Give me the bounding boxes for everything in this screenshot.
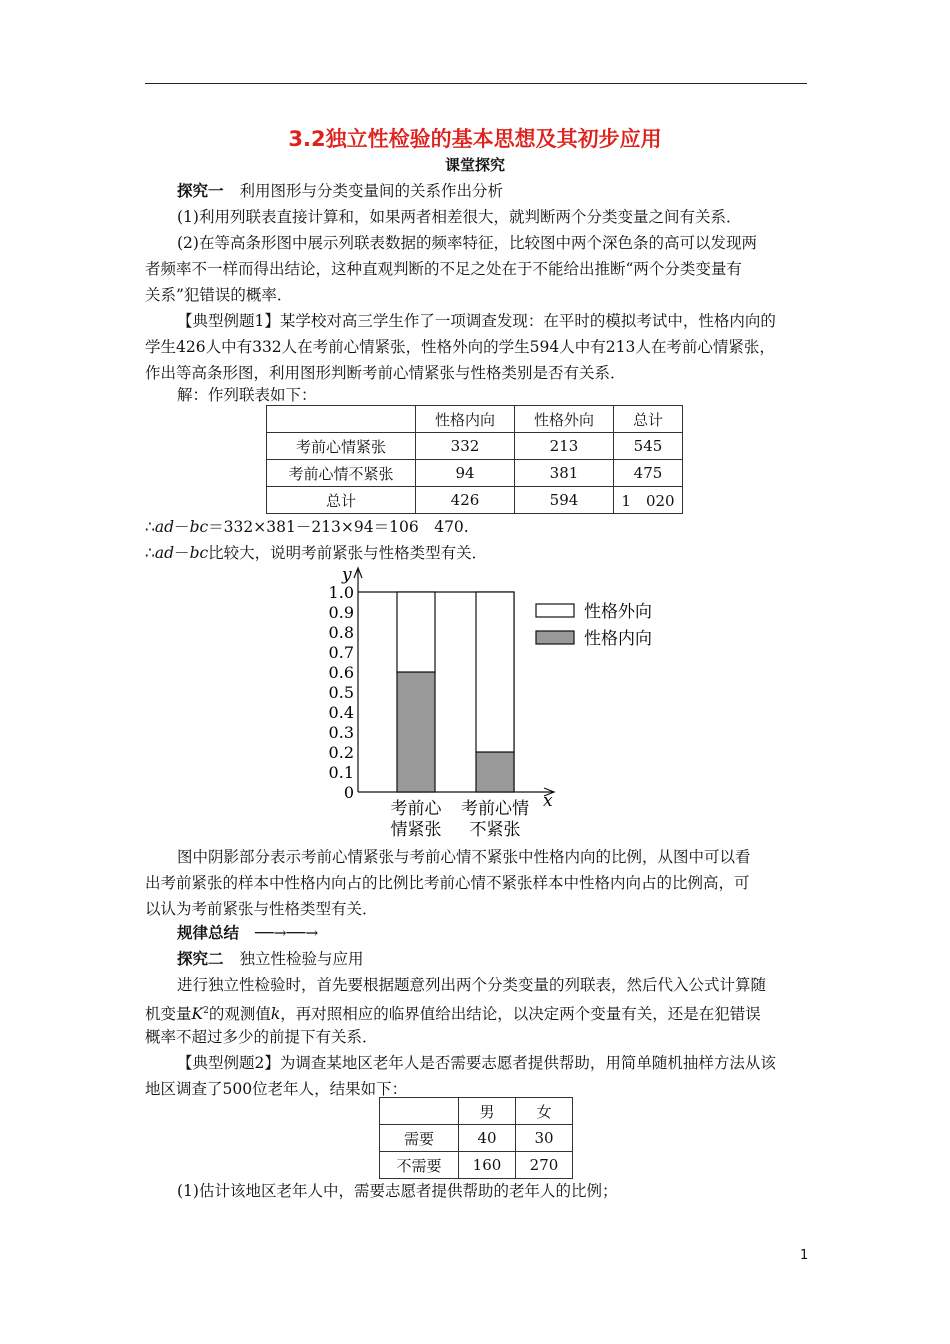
y-tick-label: 0.5 [328,683,354,702]
header-rule [145,83,807,84]
y-tick-label: 1.0 [328,583,354,602]
table-row [267,487,683,514]
x-axis-label: x [543,791,553,811]
y-tick-label: 0.6 [328,663,354,682]
x-tick-label: 不紧张 [469,820,521,840]
table-header-row [380,1098,573,1125]
section1-p2-line1: (2)在等高条形图中展示列联表数据的频率特征，比较图中两个深色条的高可以发现两 [177,234,757,252]
legend-swatch [536,604,574,617]
table-cell: 94 [416,460,515,487]
table-cell: 不需要 [380,1152,459,1179]
page-title: 3.2独立性检验的基本思想及其初步应用 [288,127,662,151]
var-bc: bc [189,544,209,562]
table-cell: 594 [515,487,614,514]
table-cell: 男 [459,1098,516,1125]
table-cell: 213 [515,433,614,460]
calc-result: ＝332×381－213×94＝106 470. [208,518,469,536]
section1-p2-line3: 关系”犯错误的概率． [145,286,293,304]
table-cell: 381 [515,460,614,487]
section1-p1: (1)利用列联表直接计算和，如果两者相差很大，就判断两个分类变量之间有关系． [177,208,742,226]
legend-label: 性格内向 [584,629,652,649]
table-cell: 总计 [267,487,416,514]
y-tick-label: 0.7 [328,643,354,662]
bar-segment [476,752,514,792]
y-tick-label: 0.4 [328,703,354,722]
calc-line [145,516,469,538]
summary-arrows: ──→──→ [255,924,319,942]
section2-p1-line1: 进行独立性检验时，首先要根据题意列出两个分类变量的列联表，然后代入公式计算随 [177,976,767,994]
table-cell: 475 [614,460,683,487]
legend-label: 性格外向 [584,602,652,622]
example2-line2: 地区调查了500位老年人，结果如下： [145,1080,408,1098]
y-tick-label: 0 [343,783,354,802]
table-row [267,433,683,460]
y-tick-label: 0.1 [328,763,354,782]
table-cell: 40 [459,1125,516,1152]
section2-p1-line2 [145,1000,761,1025]
table-row [267,460,683,487]
summary-label: 规律总结 [177,924,240,942]
section2-heading-text: 独立性检验与应用 [239,950,364,968]
var-ad: ad [154,518,175,536]
section1-p2-line2: 者频率不一样而得出结论，这种直观判断的不足之处在于不能给出推断“两个分类变量有 [145,260,742,278]
y-axis-label: y [342,565,352,585]
bar-segment [476,592,514,752]
section2-label: 探究二 [177,950,224,968]
bar-segment [397,592,435,672]
section1-label: 探究一 [177,182,224,200]
therefore-symbol: ∴ [145,518,155,536]
minus-sign: － [174,544,190,562]
legend-swatch [536,631,574,644]
text-fragment: 的观测值 [208,1005,271,1024]
text-fragment: 机变量 [145,1005,192,1024]
table-cell: 考前心情不紧张 [267,460,416,487]
x-tick-label: 考前心情 [461,799,529,819]
table-cell: 30 [516,1125,573,1152]
explain-line3: 以认为考前紧张与性格类型有关． [145,900,378,918]
bar-segment [397,672,435,792]
explain-line2: 出考前紧张的样本中性格内向占的比例比考前心情不紧张样本中性格内向占的比例高，可 [145,874,750,892]
superscript: 2 [203,1006,209,1016]
example2-q1: (1)估计该地区老年人中，需要志愿者提供帮助的老年人的比例； [177,1182,618,1200]
example1-line1: 【典型例题1】某学校对高三学生作了一项调查发现：在平时的模拟考试中，性格内向的 [177,312,776,330]
y-tick-label: 0.8 [328,623,354,642]
summary-heading [177,922,318,944]
section1-heading-text: 利用图形与分类变量间的关系作出分析 [239,182,504,200]
table-cell [380,1098,459,1125]
table-cell: 1 020 [614,487,683,514]
table-cell: 考前心情紧张 [267,433,416,460]
table-row [380,1152,573,1179]
table-cell: 270 [516,1152,573,1179]
x-tick-label: 情紧张 [390,820,442,840]
table-cell: 性格外向 [515,406,614,433]
var-bc: bc [189,518,209,536]
table-cell: 332 [416,433,515,460]
text-fragment: ，再对照相应的临界值给出结论，以决定两个变量有关，还是在犯错误 [280,1005,761,1024]
table-cell: 总计 [614,406,683,433]
explain-line1: 图中阴影部分表示考前心情紧张与考前心情不紧张中性格内向的比例，从图中可以看 [177,848,751,866]
table-header-row [267,406,683,433]
example2-line1: 【典型例题2】为调查某地区老年人是否需要志愿者提供帮助，用简单随机抽样方法从该 [177,1054,776,1072]
var-k: k [270,1005,281,1024]
section2-p1-line3: 概率不超过多少的前提下有关系． [145,1028,378,1046]
var-ad: ad [154,544,175,562]
x-tick-label: 考前心 [390,799,442,819]
therefore-symbol: ∴ [145,544,155,562]
contingency-table-1 [266,405,683,514]
page-subtitle: 课堂探究 [444,156,505,174]
table-cell: 545 [614,433,683,460]
section1-heading [177,180,503,202]
y-tick-label: 0.2 [328,743,354,762]
y-tick-label: 0.3 [328,723,354,742]
example1-line2: 学生426人中有332人在考前心情紧张，性格外向的学生594人中有213人在考前心情紧张， [145,338,775,356]
example1-line3: 作出等高条形图，利用图形判断考前心情紧张与性格类别是否有关系． [145,364,626,382]
conclusion-line [145,542,487,564]
var-K: K [191,1005,204,1024]
conclusion-text: 比较大，说明考前紧张与性格类型有关． [208,544,488,562]
table-row [380,1125,573,1152]
contingency-table-2 [379,1097,573,1179]
table-cell: 160 [459,1152,516,1179]
table-cell [267,406,416,433]
table-cell: 426 [416,487,515,514]
example1-solution-intro: 解：作列联表如下： [177,386,317,404]
table-cell: 需要 [380,1125,459,1152]
section2-heading [177,948,364,970]
stacked-bar-chart [318,562,668,842]
minus-sign: － [174,518,190,536]
table-cell: 性格内向 [416,406,515,433]
table-cell: 女 [516,1098,573,1125]
page-number: 1 [800,1248,809,1263]
y-tick-label: 0.9 [328,603,354,622]
